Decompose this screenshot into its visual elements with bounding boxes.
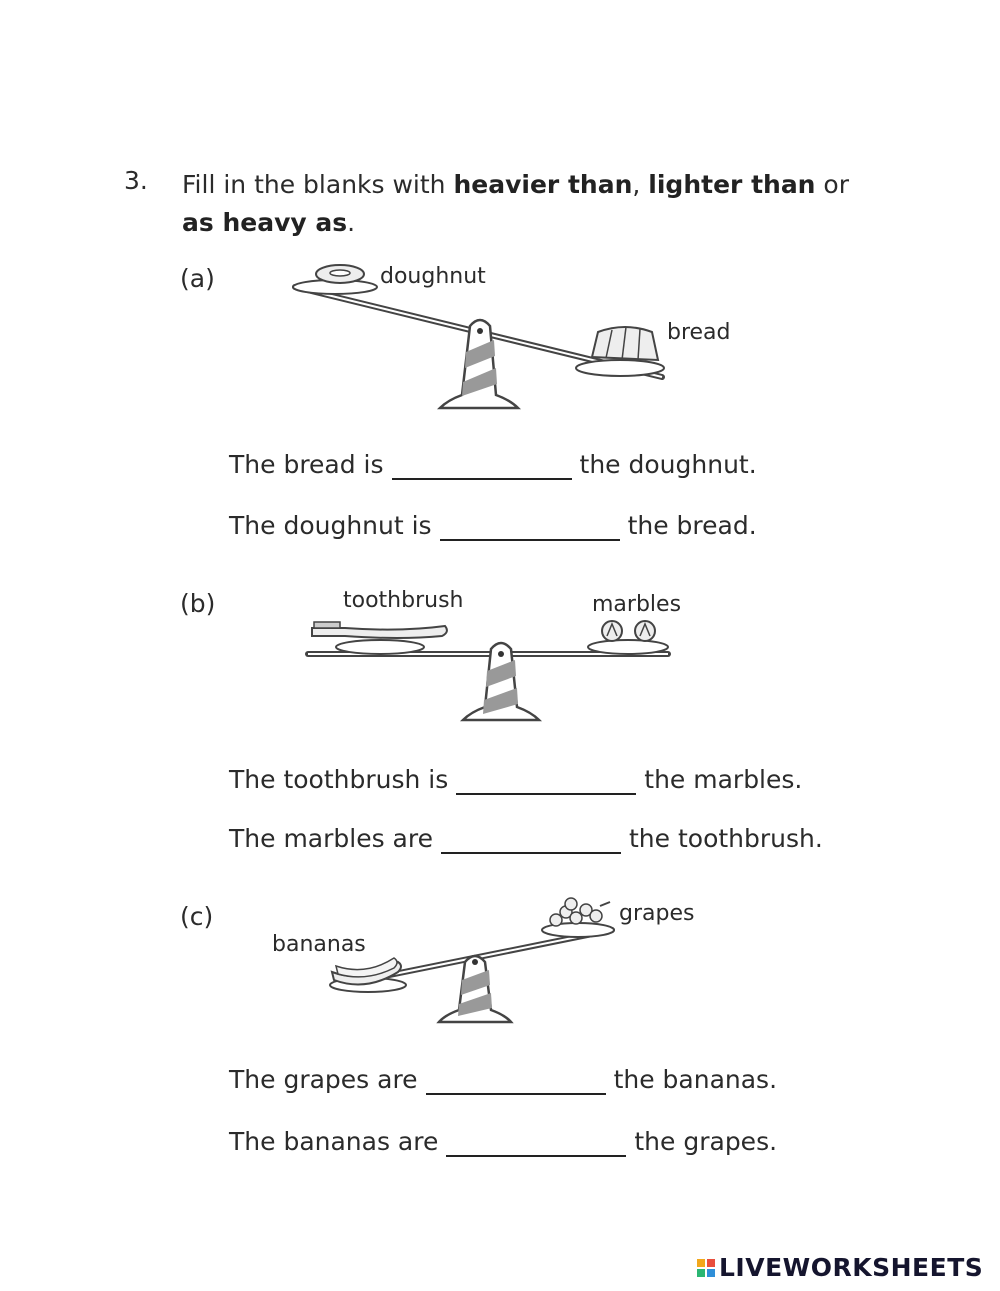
label-grapes: grapes: [619, 901, 695, 926]
sentence-c2-end: the grapes.: [634, 1127, 778, 1156]
blank-c2-input[interactable]: [446, 1129, 626, 1157]
part-b-label: (b): [180, 589, 216, 618]
sentence-b2-end: the toothbrush.: [629, 824, 823, 853]
logo-square: [707, 1269, 715, 1277]
instruction-separator: or: [815, 170, 850, 199]
instruction-separator: ,: [632, 170, 649, 199]
sentence-b1-start: The toothbrush is: [229, 765, 449, 794]
sentence-b1-end: the marbles.: [644, 765, 803, 794]
sentence-c1: [229, 1065, 777, 1095]
option-lighter-than: lighter than: [648, 170, 816, 199]
instruction-lead: Fill in the blanks with: [182, 170, 454, 199]
sentence-a2-start: The doughnut is: [229, 511, 432, 540]
sentence-a2-end: the bread.: [627, 511, 757, 540]
label-marbles: marbles: [592, 592, 682, 617]
sentence-c1-start: The grapes are: [229, 1065, 418, 1094]
part-a-label: (a): [180, 264, 215, 293]
sentence-c2: [229, 1127, 777, 1157]
label-bananas: bananas: [272, 932, 366, 957]
label-doughnut: doughnut: [380, 264, 486, 289]
blank-c1-input[interactable]: [426, 1067, 606, 1095]
sentence-c2-start: The bananas are: [229, 1127, 439, 1156]
instruction-end: .: [347, 208, 356, 237]
option-as-heavy-as: as heavy as: [182, 208, 348, 237]
sentence-a1-start: The bread is: [229, 450, 384, 479]
logo-text: LIVEWORKSHEETS: [719, 1253, 984, 1282]
logo-square: [707, 1259, 715, 1267]
sentence-c1-end: the bananas.: [613, 1065, 778, 1094]
logo-square: [697, 1269, 705, 1277]
question-number: 3.: [124, 166, 148, 195]
liveworksheets-logo: [697, 1253, 983, 1282]
part-c-label: (c): [180, 902, 214, 931]
sentence-b2-start: The marbles are: [229, 824, 433, 853]
option-heavier-than: heavier than: [453, 170, 633, 199]
sentence-a1-end: the doughnut.: [579, 450, 757, 479]
logo-square: [697, 1259, 705, 1267]
logo-mark-icon: [697, 1259, 715, 1277]
label-toothbrush: toothbrush: [343, 588, 464, 613]
label-bread: bread: [667, 320, 731, 345]
